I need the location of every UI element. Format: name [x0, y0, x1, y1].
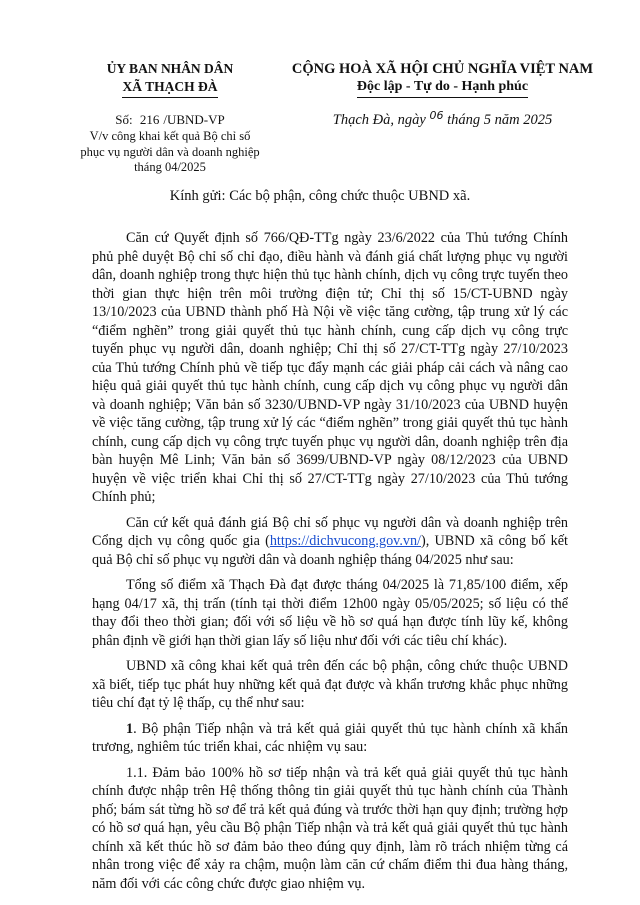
subject-line1: V/v công khai kết quả Bộ chỉ số: [89, 129, 251, 143]
issuing-authority: [72, 60, 268, 98]
paragraph-announcement: UBND xã công khai kết quả trên đến các bộ phận, công chức thuộc UBND xã biết, tiếp tục phát huy những kết quả đạt được và khẩn trương khắc phục những tiêu chí đạt tỷ lệ thấp, cụ thể như sau:: [92, 658, 568, 711]
place-date: [270, 110, 615, 131]
document-body: [92, 229, 568, 893]
paragraph-item-1-1: 1.1. Đảm bảo 100% hồ sơ tiếp nhận và trả kết quả giải quyết thủ tục hành chính được nhập trên Hệ thống thông tin giải quyết thủ tục hành chính của Thành phố; bám sát từng hồ sơ để trả kết quả đúng và trước thời hạn quy định; trường hợp có hồ sơ quá hạn, yêu cầu Bộ phận Tiếp nhận và trả kết quả giải quyết thủ tục hành chính xã kết thúc hồ sơ đảm bảo theo đúng quy định, làm rõ trách nhiệm từng cá nhân trong việc để xảy ra chậm, muộn làm căn cứ chấm điểm thi đua hàng tháng, năm đối với các công chức được giao nhiệm vụ.: [92, 764, 568, 892]
subject-line3: tháng 04/2025: [134, 160, 206, 174]
salutation-text: Kính gửi: Các bộ phận, công chức thuộc UBND xã.: [169, 188, 471, 204]
paragraph-evaluation-basis: [92, 514, 568, 570]
doc-no-prefix: Số:: [115, 112, 133, 127]
doc-no-suffix: /UBND-VP: [163, 112, 225, 127]
paragraph-legal-basis: Căn cứ Quyết định số 766/QĐ-TTg ngày 23/6/2022 của Thủ tướng Chính phủ phê duyệt Bộ chỉ số chỉ đạo, điều hành và đánh giá chất lượng phục vụ người dân, doanh nghiệp trong thực hiện thủ tục hành chính, dịch vụ công trực tuyến theo thời gian thực hiện trên môi trường điện tử; Chỉ thị số 15/CT-UBND ngày 13/10/2023 của UBND thành phố Hà Nội về việc tăng cường, tập trung xử lý các “điểm nghẽn” trong giải quyết thủ tục hành chính, cung cấp dịch vụ công trực tuyến phục vụ người dân, doanh nghiệp; Chỉ thị số 27/CT-TTg ngày 27/10/2023 của Thủ tướng Chính phủ về tiếp tục đẩy mạnh các giải pháp cải cách và nâng cao hiệu quả giải quyết thủ tục hành chính, cung cấp dịch vụ công phục vụ người dân và doanh nghiệp; Văn bản số 3230/UBND-VP ngày 31/10/2023 của UBND huyện về việc tăng cường, tập trung xử lý các “điểm nghẽn” trong giải quyết thủ tục hành chính, cung cấp dịch vụ công trực tuyến phục vụ người dân, doanh nghiệp trên địa bàn huyện Mê Linh; Văn bản số 3699/UBND-VP ngày 08/12/2023 của UBND huyện về việc triển khai Chỉ thị số 27/CT-TTg ngày 27/10/2023 của Thủ tướng Chính phủ;: [92, 230, 568, 505]
date-day: 06: [429, 109, 444, 122]
country-name: CỘNG HOÀ XÃ HỘI CHỦ NGHĨA VIỆT NAM: [291, 61, 594, 77]
para2-text-before: Căn cứ kết quả đánh giá Bộ chỉ số phục vụ người dân và doanh nghiệp trên Cổng dịch vụ công quốc gia (: [92, 514, 568, 549]
authority-line2: XÃ THẠCH ĐÀ: [122, 78, 217, 98]
document-subject: [72, 129, 268, 176]
doc-no-value: 216: [139, 112, 160, 127]
national-header: [270, 60, 615, 98]
paragraph-section-1: [92, 720, 568, 757]
section-1-text: . Bộ phận Tiếp nhận và trả kết quả giải quyết thủ tục hành chính xã khẩn trương, nghiêm túc triển khai, các nhiệm vụ sau:: [92, 720, 568, 755]
national-motto: Độc lập - Tự do - Hạnh phúc: [357, 78, 528, 98]
para2-text-after: ), UBND xã công bố kết quả Bộ chỉ số phục vụ người dân và doanh nghiệp tháng 04/2025 như sau:: [92, 533, 568, 568]
subject-line2: phục vụ người dân và doanh nghiệp: [80, 144, 260, 159]
authority-line1: ỦY BAN NHÂN DÂN: [106, 61, 234, 76]
salutation: [0, 188, 640, 205]
date-prefix: Thạch Đà, ngày: [332, 112, 426, 128]
paragraph-total-score: Tổng số điểm xã Thạch Đà đạt được tháng 04/2025 là 71,85/100 điểm, xếp hạng 04/17 xã, thị trấn (tính tại thời điểm 12h00 ngày 05/05/2025; số liệu có thể thay đổi theo thời gian; đối với số liệu về hồ sơ quá hạn được tính lũy kế, không phân định về giới hạn thời gian lấy số liệu như đối với các tiêu chí khác).: [92, 577, 568, 649]
date-suffix: tháng 5 năm 2025: [447, 112, 553, 128]
dichvucong-link[interactable]: https://dichvucong.gov.vn/: [269, 533, 422, 549]
document-number: [72, 112, 268, 128]
section-1-number: 1: [126, 720, 134, 737]
